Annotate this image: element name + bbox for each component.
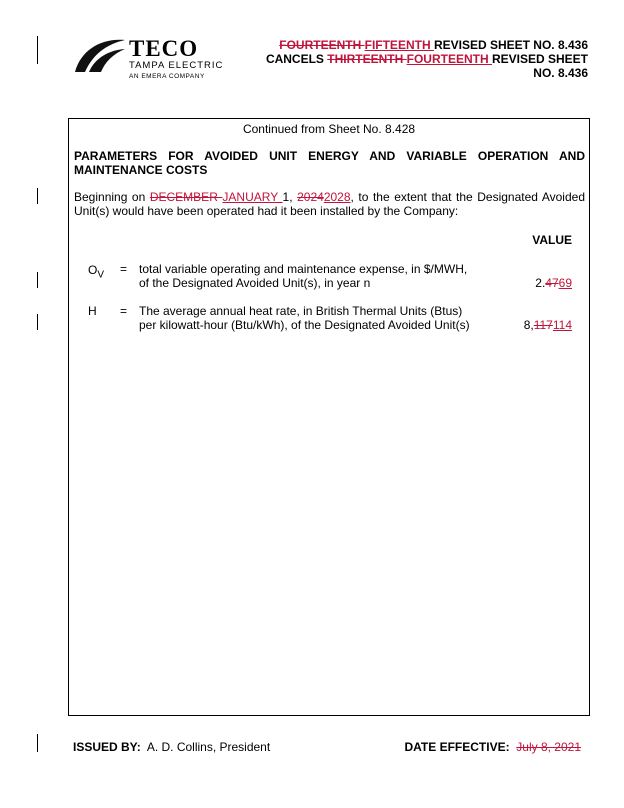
change-bar-footer xyxy=(37,734,38,752)
teco-swoosh-icon xyxy=(73,36,127,76)
sheet-header-line1 xyxy=(228,38,588,52)
change-bar-intro xyxy=(37,188,38,204)
header-rest-2: REVISED SHEET xyxy=(491,52,588,66)
ov-value-inserted: 69 xyxy=(558,276,572,290)
intro-paragraph xyxy=(74,190,585,218)
tariff-sheet-frame xyxy=(68,118,590,716)
change-bar-h xyxy=(37,314,38,330)
ov-line1: total variable operating and maintenance expense, in $/MWH, xyxy=(139,262,468,276)
logo-name: TECO xyxy=(129,36,199,61)
intro-year-deleted: 2024 xyxy=(297,190,324,204)
date-label: DATE EFFECTIVE: xyxy=(404,740,510,754)
ov-definition xyxy=(139,262,489,290)
section-title: PARAMETERS FOR AVOIDED UNIT ENERGY AND VARIABLE OPERATION AND MAINTENANCE COSTS xyxy=(74,149,585,177)
header-inserted-2: FOURTEENTH xyxy=(406,52,492,66)
logo-tagline: AN EMERA COMPANY xyxy=(129,73,205,80)
sheet-header xyxy=(228,38,588,80)
header-prefix-2: CANCELS xyxy=(265,52,328,66)
intro-text-2: 1, xyxy=(282,190,298,204)
issued-value: A. D. Collins, President xyxy=(146,740,271,754)
h-line2: per kilowatt-hour (Btu/kWh), of the Designated Avoided Unit(s) xyxy=(139,318,470,332)
issued-by xyxy=(73,740,270,754)
h-symbol: H xyxy=(88,304,97,318)
h-value xyxy=(524,318,572,332)
h-value-inserted: 114 xyxy=(552,318,572,332)
ov-value-prefix: 2. xyxy=(535,276,546,290)
header-deleted-2: THIRTEENTH xyxy=(327,52,407,66)
change-bar-header xyxy=(37,36,38,64)
h-equals: = xyxy=(120,304,128,318)
ov-symbol-letter: O xyxy=(88,263,98,277)
sheet-header-line2 xyxy=(228,52,588,66)
ov-line2: of the Designated Avoided Unit(s), in year n xyxy=(139,276,371,290)
header-deleted-1: FOURTEENTH xyxy=(279,38,365,52)
intro-month-inserted: JANUARY xyxy=(222,190,283,204)
intro-text-1: Beginning on xyxy=(74,190,150,204)
intro-year-inserted: 2028 xyxy=(323,190,351,204)
header-inserted-1: FIFTEENTH xyxy=(364,38,434,52)
continued-from: Continued from Sheet No. 8.428 xyxy=(242,122,416,136)
teco-logo xyxy=(73,36,253,84)
intro-text-3: , to the extent that the Designated Avoided Unit(s) would have been operated had it been installed by the Company: xyxy=(74,190,585,218)
ov-value xyxy=(535,276,572,290)
date-effective xyxy=(404,740,581,754)
ov-subscript: V xyxy=(97,269,105,281)
logo-subtitle: TAMPA ELECTRIC xyxy=(129,60,224,71)
change-bar-ov xyxy=(37,272,38,288)
h-line1: The average annual heat rate, in British Thermal Units (Btus) xyxy=(139,304,463,318)
value-column-header: VALUE xyxy=(532,233,572,247)
sheet-header-line3: NO. 8.436 xyxy=(533,66,588,80)
intro-month-deleted: DECEMBER xyxy=(149,190,223,204)
header-rest-1: REVISED SHEET NO. 8.436 xyxy=(433,38,588,52)
ov-symbol xyxy=(88,263,104,280)
ov-value-deleted: 47 xyxy=(545,276,559,290)
date-deleted: July 8, 2021 xyxy=(516,740,581,754)
h-definition xyxy=(139,304,489,332)
h-value-prefix: 8, xyxy=(523,318,534,332)
h-value-deleted: 117 xyxy=(533,318,553,332)
ov-equals: = xyxy=(120,262,128,276)
issued-label: ISSUED BY: xyxy=(73,740,141,754)
